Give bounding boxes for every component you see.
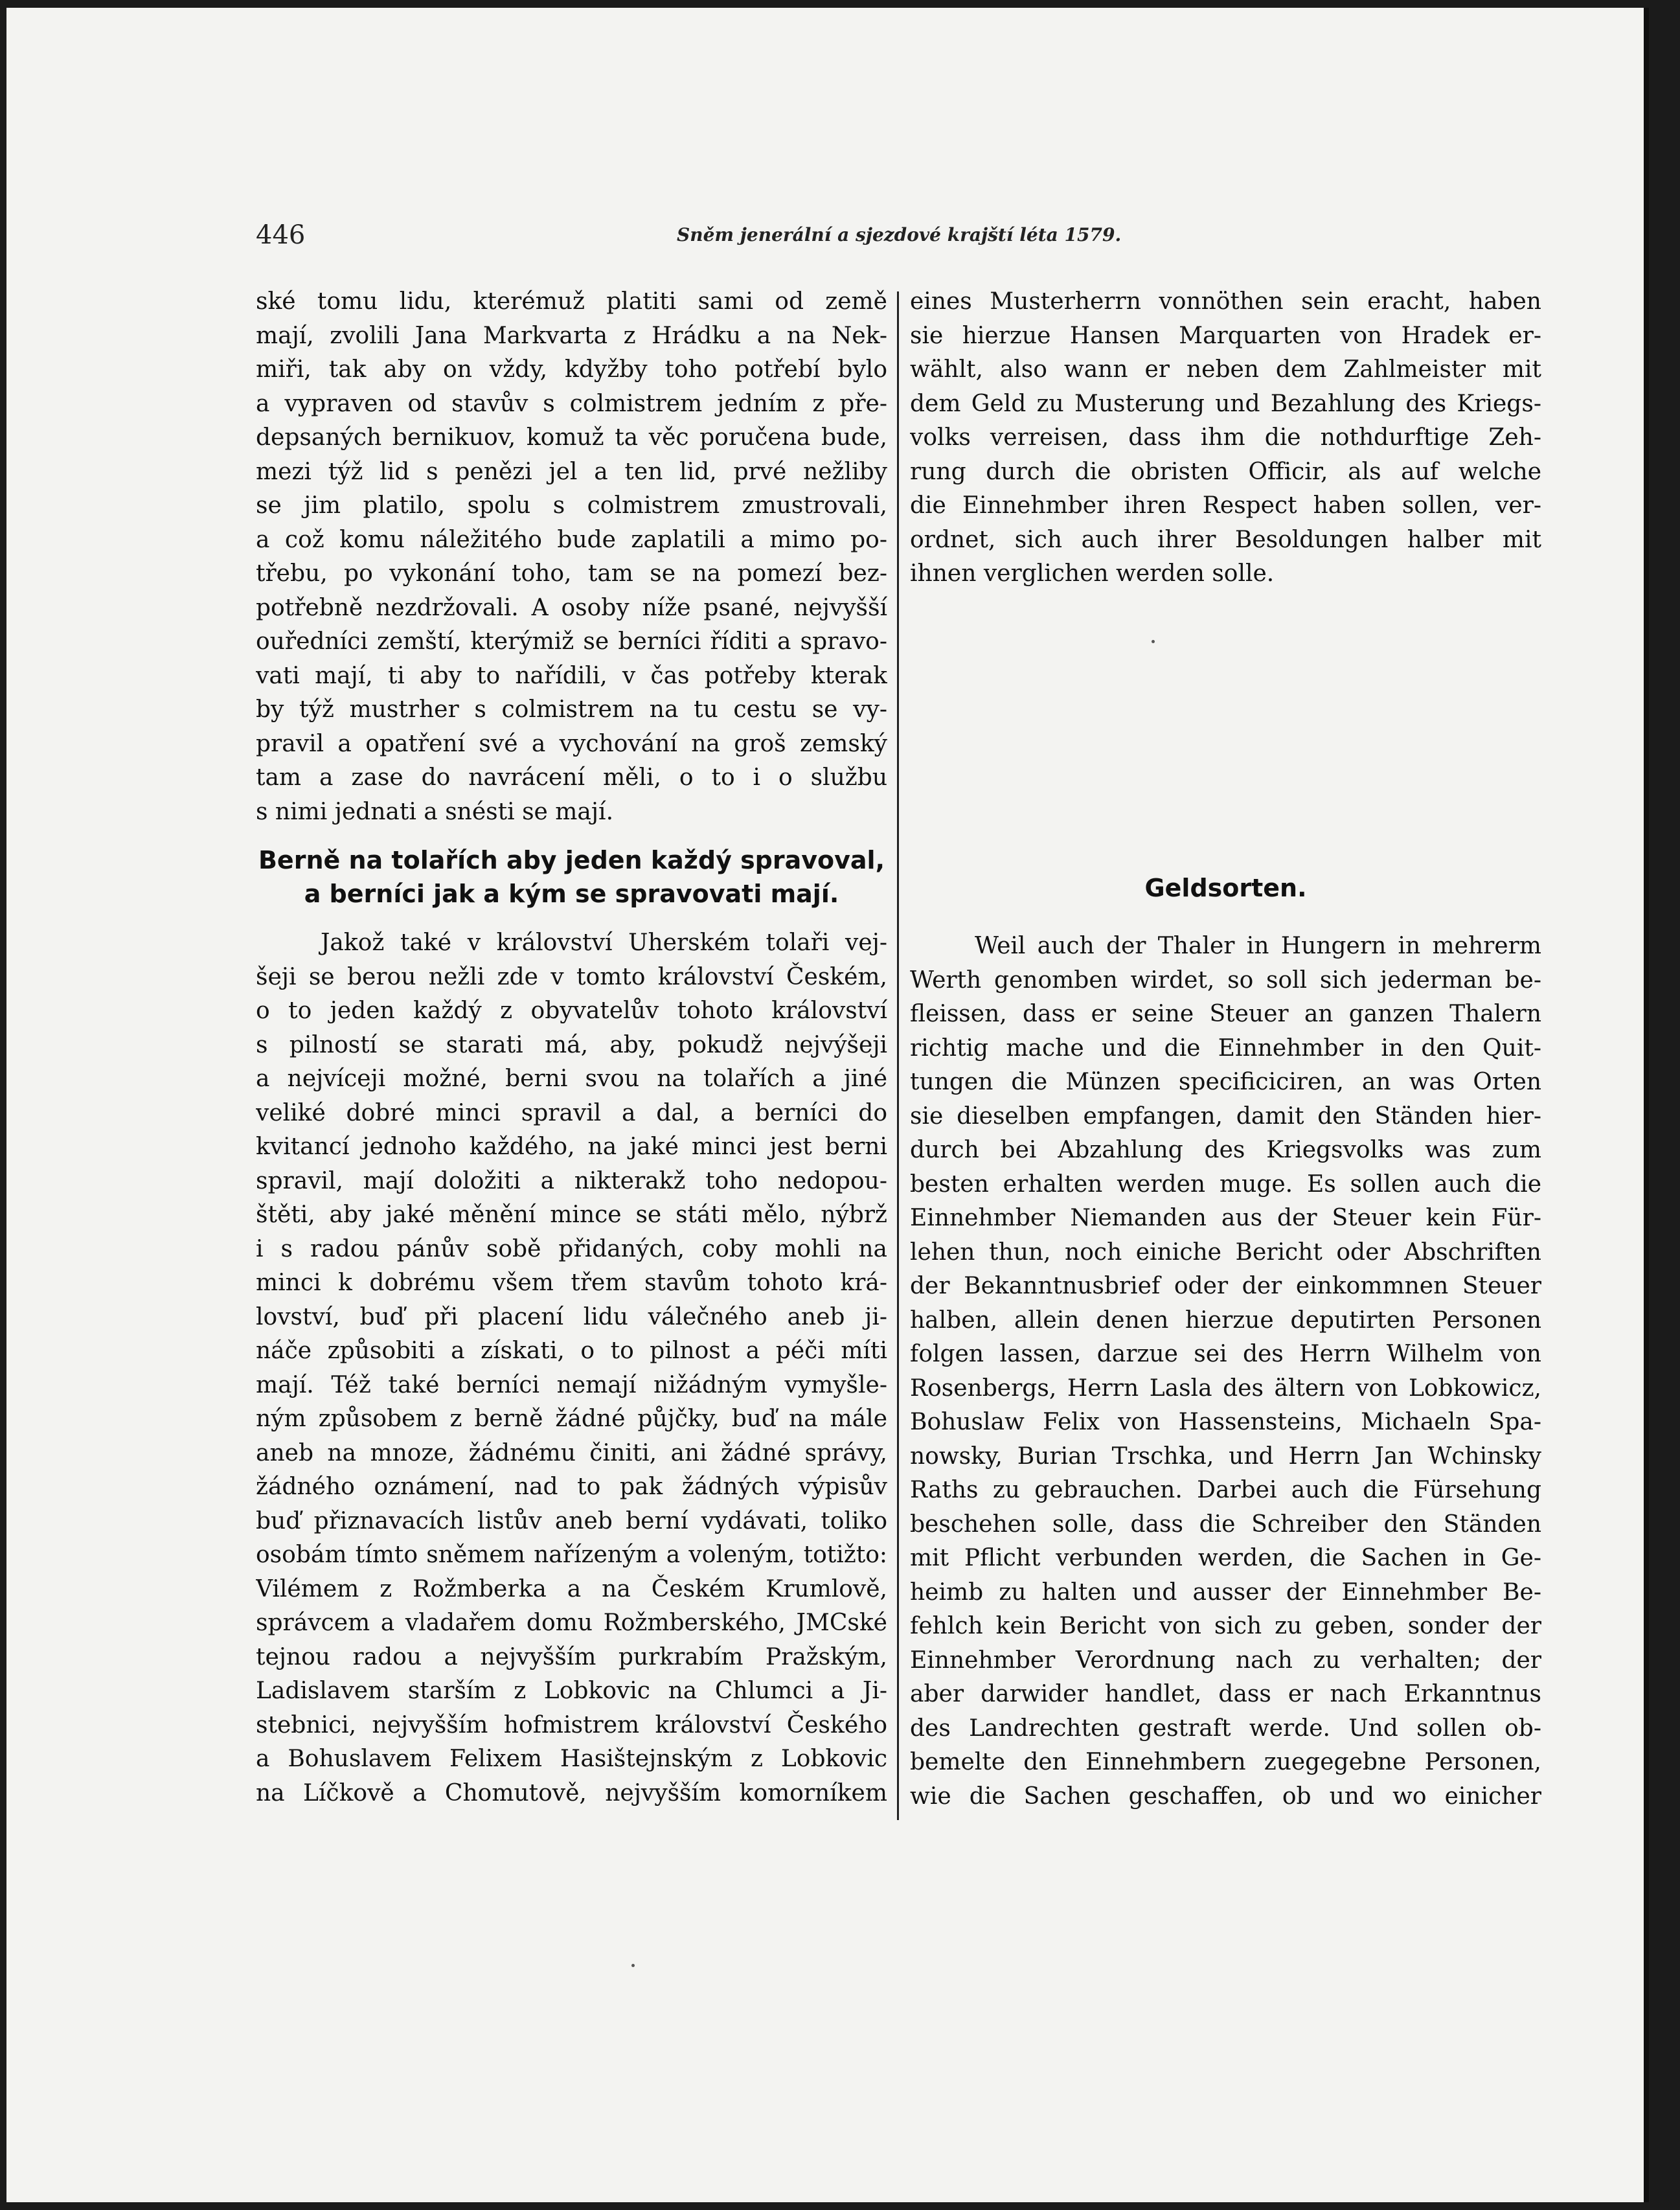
text-line: richtig mache und die Einnehmber in den Quit- [910,1034,1541,1062]
text-line: se jim platilo, spolu s colmistrem zmustrovali, [256,492,887,519]
text-line: mají, zvolili Jana Markvarta z Hrádku a na Nek- [256,322,887,349]
text-line: mit Pflicht verbunden werden, die Sachen in Ge- [910,1545,1541,1571]
text-line: spravil, mají doložiti a nikterakž toho nedopou- [256,1167,887,1194]
print-speck [1152,640,1155,643]
page-header [256,220,1133,259]
text-line: pravil a opatření své a vychování na groš zemský [256,730,887,757]
text-line: volks verreisen, dass ihm die nothdurftige Zeh- [910,424,1541,451]
text-line: kvitancí jednoho každého, na jaké minci jest berni [256,1133,887,1160]
text-line: fleissen, dass er seine Steuer an ganzen Thalern [910,1001,1541,1027]
text-line: Jakož také v království Uherském tolaři vej- [321,929,887,956]
text-line: der Bekanntnusbrief oder der einkommnen Steuer [910,1273,1541,1299]
left-section-title-line-1: Berně na tolařích aby jeden každý spravoval, [258,846,885,874]
text-line: die Einnehmber ihren Respect haben sollen, ver- [910,492,1541,519]
text-line: wählt, also wann er neben dem Zahlmeister mit [910,356,1541,383]
right-section-title: Geldsorten. [1144,874,1307,902]
text-line: eines Musterherrn vonnöthen sein eracht, haben [910,288,1541,315]
text-line: beschehen solle, dass die Schreiber den Ständen [910,1510,1541,1538]
text-line: besten erhalten werden muge. Es sollen auch die [910,1170,1541,1198]
text-line: buď přiznavacích listův aneb berní vydávati, toliko [256,1507,887,1534]
text-line: náče způsobiti a získati, o to pilnost a péči míti [256,1338,887,1364]
left-section-title-line-2: a berníci jak a kým se spravovati mají. [304,880,839,908]
text-line: vati mají, ti aby to nařídili, v čas potřeby kterak [256,662,887,689]
text-line: folgen lassen, darzue sei des Herrn Wilhelm von [910,1341,1541,1367]
text-line: tungen die Münzen specificiciren, an was Orten [910,1069,1541,1095]
text-line: heimb zu halten und ausser der Einnehmber Be- [910,1578,1541,1606]
text-line: a Bohuslavem Felixem Hasištejnským z Lobkovic [256,1746,887,1772]
text-line: sie dieselben empfangen, damit den Ständen hier- [910,1102,1541,1130]
text-line: s pilností se starati má, aby, pokudž nejvýšeji [256,1031,887,1058]
text-line: a což komu náležitého bude zaplatili a mimo po- [256,526,887,553]
text-line: na Líčkově a Chomutově, nejvyšším komorníkem [256,1779,887,1806]
text-line: veliké dobré minci spravil a dal, a berníci do [256,1099,887,1126]
text-line: tejnou radou a nejvyšším purkrabím Pražským, [256,1643,887,1670]
text-line: a vypraven od stavův s colmistrem jedním z pře- [256,390,887,417]
running-title: Sněm jenerální a sjezdové krajští léta 1579. [677,224,1122,245]
text-line: žádného oznámení, nad to pak žádných výpisův [256,1474,887,1500]
text-line: lehen thun, noch einiche Bericht oder Abschriften [910,1238,1541,1266]
text-line: lovství, buď při placení lidu válečného aneb ji- [256,1303,887,1330]
text-line: ordnet, sich auch ihrer Besoldungen halber mit [910,526,1541,553]
text-line: s nimi jednati a snésti se mají. [256,798,614,825]
text-line: správcem a vladařem domu Rožmberského, JMCské [256,1610,887,1636]
text-line: Werth genomben wirdet, so soll sich jederman be- [910,966,1541,994]
page-number: 446 [256,220,306,250]
text-line: miři, tak aby on vždy, kdyžby toho potřebí bylo [256,356,887,383]
text-line: des Landrechten gestraft werde. Und sollen ob- [910,1714,1541,1742]
right-column-paragraph-2 [910,929,1541,1814]
text-line: tam a zase do navrácení měli, o to i o službu [256,764,887,791]
text-line: potřebně nezdržovali. A osoby níže psané, nejvyšší [256,594,887,621]
text-line: Vilémem z Rožmberka a na Českém Krumlově, [256,1575,887,1602]
text-line: aneb na mnoze, žádnému činiti, ani žádné správy, [256,1439,887,1466]
text-line: ihnen verglichen werden solle. [910,560,1275,587]
text-line: depsaných bernikuov, komuž ta věc poručena bude, [256,424,887,451]
text-line: Rosenbergs, Herrn Lasla des ältern von Lobkowicz, [910,1374,1541,1402]
left-column-paragraph-1 [256,285,887,829]
print-speck [631,1964,635,1967]
left-column-paragraph-2 [256,926,887,1810]
text-line: a nejvíceji možné, berni svou na tolařích a jiné [256,1065,887,1092]
column-divider [897,291,899,1820]
text-line: šeji se berou nežli zde v tomto království Českém, [256,963,887,990]
text-line: Weil auch der Thaler in Hungern in mehrerm [975,933,1541,959]
text-line: sie hierzue Hansen Marquarten von Hradek er- [910,322,1541,349]
text-line: ouředníci zemští, kterýmiž se berníci říditi a spravo- [256,628,887,655]
text-line: ské tomu lidu, kterémuž platiti sami od země [256,288,887,315]
text-line: nowsky, Burian Trschka, und Herrn Jan Wchinsky [910,1442,1541,1470]
text-line: Einnehmber Verordnung nach zu verhalten; der [910,1646,1541,1674]
text-line: fehlch kein Bericht von sich zu geben, sonder der [910,1613,1541,1639]
text-line: ným způsobem z berně žádné půjčky, buď na mále [256,1406,887,1432]
text-line: aber darwider handlet, dass er nach Erkanntnus [910,1681,1541,1707]
text-line: halben, allein denen hierzue deputirten Personen [910,1306,1541,1334]
text-line: minci k dobrému všem třem stavům tohoto krá- [256,1270,887,1296]
text-line: o to jeden každý z obyvatelův tohoto království [256,997,887,1024]
text-line: wie die Sachen geschaffen, ob und wo einicher [910,1783,1541,1810]
text-line: mezi týž lid s penězi jel a ten lid, prvé nežliby [256,458,887,485]
text-line: Raths zu gebrauchen. Darbei auch die Fürsehung [910,1477,1541,1503]
text-line: Ladislavem starším z Lobkovic na Chlumci a Ji- [256,1678,887,1704]
left-section-title [256,843,887,911]
text-line: třebu, po vykonání toho, tam se na pomezí bez- [256,560,887,587]
text-line: osobám tímto sněmem nařízeným a voleným, totižto: [256,1542,887,1568]
text-line: stebnici, nejvyšším hofmistrem království Českého [256,1711,887,1738]
text-line: rung durch die obristen Officir, als auf welche [910,458,1541,485]
text-line: Bohuslaw Felix von Hassensteins, Michaeln Spa- [910,1409,1541,1435]
right-column-paragraph-1 [910,285,1541,591]
text-line: mají. Též také berníci nemají nižádným vymyšle- [256,1371,887,1398]
text-line: bemelte den Einnehmbern zuegegebne Personen, [910,1749,1541,1775]
text-line: dem Geld zu Musterung und Bezahlung des Kriegs- [910,390,1541,417]
text-line: by týž mustrher s colmistrem na tu cestu se vy- [256,696,887,723]
text-line: štěti, aby jaké měnění mince se státi mělo, nýbrž [256,1202,887,1228]
text-line: Einnehmber Niemanden aus der Steuer kein Für- [910,1205,1541,1231]
text-line: durch bei Abzahlung des Kriegsvolks was zum [910,1137,1541,1163]
text-line: i s radou pánův sobě přidaných, coby mohli na [256,1235,887,1262]
